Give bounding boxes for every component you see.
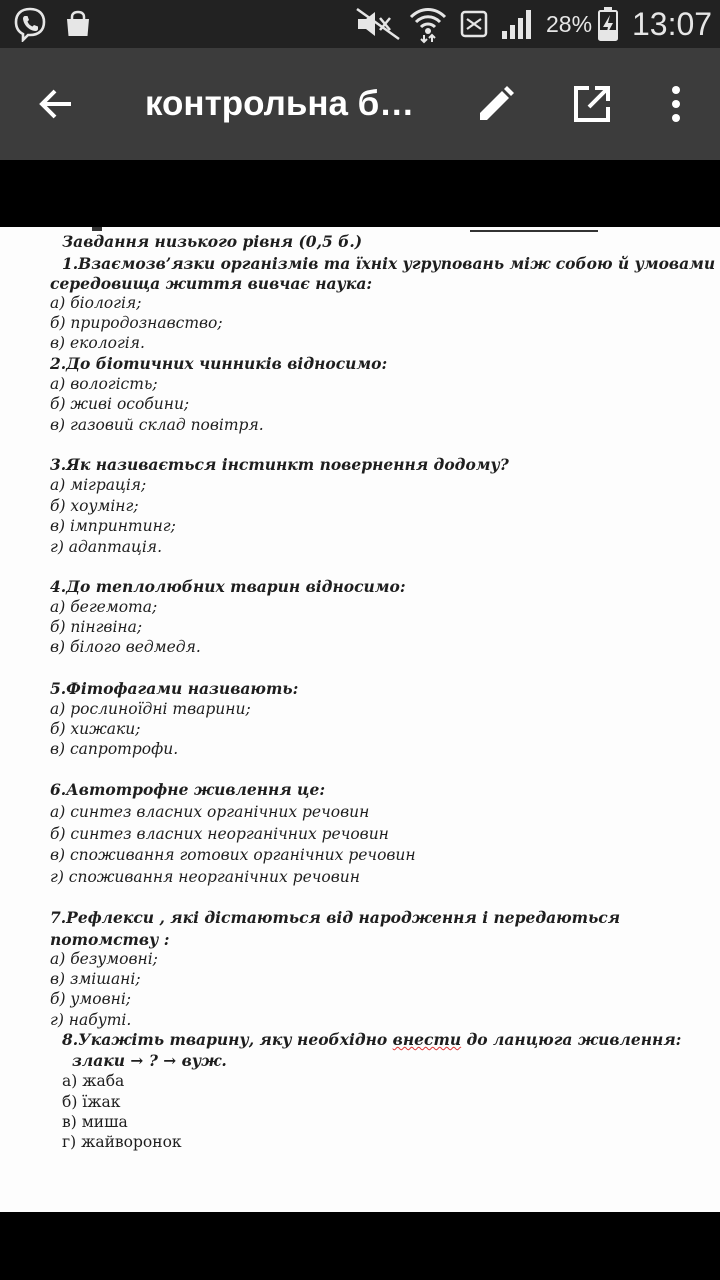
open-external-button[interactable]	[556, 48, 628, 160]
q8-answer-c: в) миша	[62, 1113, 128, 1131]
pencil-icon	[476, 84, 516, 124]
q7-answer-c: б) умовні;	[50, 990, 132, 1008]
question-8	[62, 1030, 681, 1050]
wifi-icon	[408, 0, 448, 48]
q6-answer-b: б) синтез власних неорганічних речовин	[50, 825, 389, 843]
shopping-bag-icon	[63, 0, 93, 48]
document-page[interactable]	[0, 227, 720, 1212]
q7-answer-b: в) змішані;	[50, 970, 141, 988]
more-vert-icon	[670, 84, 682, 124]
status-bar	[0, 0, 720, 48]
section-header: Завдання низького рівня (0,5 б.)	[62, 232, 363, 251]
q3-answer-d: г) адаптація.	[50, 538, 162, 556]
blank-underline	[470, 230, 598, 232]
document-title: контрольна б…	[145, 84, 415, 123]
question-4: 4.До теплолюбних тварин відносимо:	[50, 577, 406, 596]
bottom-black-band	[0, 1212, 720, 1280]
q1-answer-b: б) природознавство;	[50, 314, 223, 332]
question-7-line-1: 7.Рефлекси , які дістаються від народження і передаються	[50, 908, 621, 927]
more-options-button[interactable]	[640, 48, 712, 160]
open-in-new-icon	[572, 84, 612, 124]
q7-answer-d: г) набуті.	[50, 1011, 132, 1029]
q5-answer-a: а) рослиноїдні тварини;	[50, 700, 251, 718]
q3-answer-a: а) міграція;	[50, 476, 147, 494]
q5-answer-c: в) сапротрофи.	[50, 740, 179, 758]
back-button[interactable]	[20, 48, 92, 160]
q4-answer-a: а) бегемота;	[50, 598, 158, 616]
q8-answer-a: а) жаба	[62, 1072, 125, 1090]
q8-answer-d: г) жайворонок	[62, 1133, 182, 1151]
q7-answer-a: а) безумовні;	[50, 950, 158, 968]
app-toolbar	[0, 48, 720, 160]
q4-answer-b: б) пінгвіна;	[50, 618, 143, 636]
q2-answer-b: б) живі особини;	[50, 395, 190, 413]
q8-food-chain: злаки → ? → вуж.	[72, 1051, 227, 1070]
q6-answer-c: в) споживання готових органічних речовин	[50, 846, 416, 864]
viber-icon	[12, 0, 48, 48]
edit-button[interactable]	[460, 48, 532, 160]
q2-answer-a: а) вологість;	[50, 375, 158, 393]
message-icon	[460, 0, 488, 48]
q8-misspelled-word: внести	[392, 1030, 462, 1049]
question-1-line-1: 1.Взаємозв’язки організмів та їхніх угруповань між собою й умовами	[62, 254, 716, 273]
q5-answer-b: б) хижаки;	[50, 720, 141, 738]
mute-icon	[355, 0, 401, 48]
question-5: 5.Фітофагами називають:	[50, 679, 299, 698]
battery-percent: 28%	[546, 10, 593, 37]
question-2: 2.До біотичних чинників відносимо:	[50, 354, 388, 373]
q3-answer-c: в) імпринтинг;	[50, 517, 176, 535]
q2-answer-c: в) газовий склад повітря.	[50, 416, 264, 434]
question-3: 3.Як називається інстинкт повернення додому?	[50, 455, 509, 474]
top-black-band	[0, 160, 720, 227]
signal-icon	[500, 0, 536, 48]
question-6: 6.Автотрофне живлення це:	[50, 780, 326, 799]
cut-off-text	[92, 227, 102, 231]
q8-text-end: до ланцюга живлення:	[461, 1030, 682, 1049]
q1-answer-a: а) біологія;	[50, 294, 142, 312]
battery-charging-icon	[597, 0, 619, 48]
question-1-line-2: середовища життя вивчає наука:	[50, 274, 373, 293]
q8-answer-b: б) їжак	[62, 1093, 121, 1111]
q6-answer-d: г) споживання неорганічних речовин	[50, 868, 360, 886]
question-7-line-2: потомству :	[50, 930, 170, 949]
q6-answer-a: а) синтез власних органічних речовин	[50, 803, 370, 821]
q4-answer-c: в) білого ведмедя.	[50, 638, 201, 656]
arrow-back-icon	[37, 85, 75, 123]
q3-answer-b: б) хоумінг;	[50, 497, 139, 515]
q1-answer-c: в) екологія.	[50, 334, 145, 352]
clock: 13:07	[632, 5, 713, 42]
q8-text-start: 8.Укажіть тварину, яку необхідно	[62, 1030, 393, 1049]
